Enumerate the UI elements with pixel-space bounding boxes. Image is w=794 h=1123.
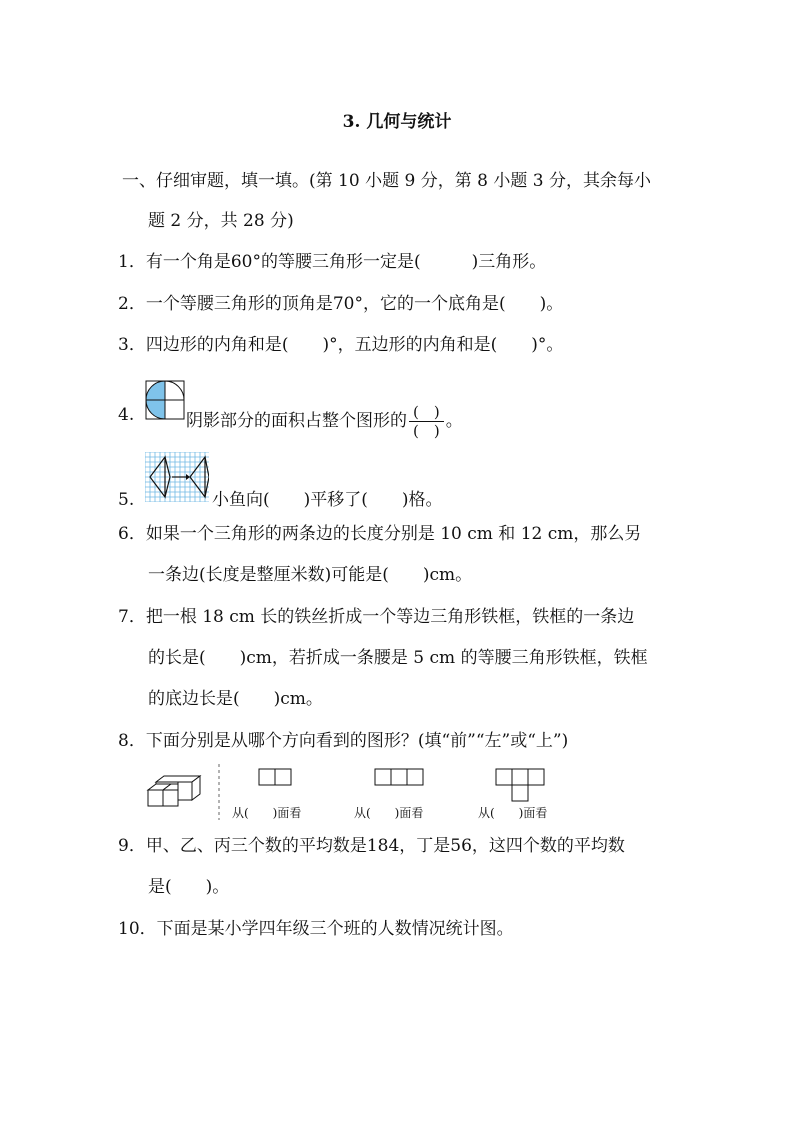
question-number: 6． <box>118 524 146 544</box>
fish-grid-icon <box>145 452 209 502</box>
question-text: 如果一个三角形的两条边的长度分别是 10 cm 和 12 cm，那么另 <box>145 524 642 544</box>
question-3 <box>118 334 563 356</box>
question-6-line2: 一条边(长度是整厘米数)可能是( )cm。 <box>148 565 473 585</box>
section-heading-line1: 一、仔细审题，填一填。(第 10 小题 9 分，第 8 小题 3 分，其余每小 <box>122 171 651 191</box>
question-5-text: 小鱼向( )平移了( )格。 <box>212 490 443 510</box>
question-6-line1 <box>118 523 641 545</box>
page-title: 3. 几何与统计 <box>342 112 452 132</box>
question-text: 阴影部分的面积占整个图形的 <box>186 411 407 431</box>
question-number: 8． <box>118 731 146 751</box>
question-text: 下面是某小学四年级三个班的人数情况统计图。 <box>156 919 514 939</box>
question-text: 甲、乙、丙三个数的平均数是184，丁是56，这四个数的平均数 <box>145 836 625 856</box>
view-label-2: 从( )面看 <box>354 806 424 820</box>
t-shape-view-icon <box>495 768 545 802</box>
question-number: 9． <box>118 836 146 856</box>
question-8 <box>118 730 568 752</box>
question-text: 四边形的内角和是( )°，五边形的内角和是( )°。 <box>145 335 564 355</box>
question-10 <box>118 918 514 940</box>
question-number: 2． <box>118 294 146 314</box>
question-4-number: 4. <box>118 405 135 425</box>
question-5-number: 5. <box>118 490 135 510</box>
question-7-line3: 的底边长是( )cm。 <box>148 689 323 709</box>
fraction-blank <box>409 403 444 440</box>
question-end: 。 <box>445 411 463 431</box>
question-text: 把一根 18 cm 长的铁丝折成一个等边三角形铁框，铁框的一条边 <box>145 607 635 627</box>
question-text: 一个等腰三角形的顶角是70°，它的一个底角是( )。 <box>145 294 564 314</box>
cube-stack-icon <box>144 772 206 812</box>
question-number: 1． <box>118 252 146 272</box>
quarter-circle-square-icon <box>145 380 185 420</box>
three-squares-view-icon <box>374 768 424 786</box>
question-1 <box>118 251 546 273</box>
section-heading-line2: 题 2 分，共 28 分) <box>148 211 294 231</box>
question-9-line1 <box>118 835 625 857</box>
fraction-numerator: ( ) <box>409 403 444 422</box>
question-9-line2: 是( )。 <box>148 877 230 897</box>
divider <box>218 764 220 820</box>
question-number: 10． <box>118 919 157 939</box>
question-2 <box>118 293 563 315</box>
question-number: 7． <box>118 607 146 627</box>
question-7-line2: 的长是( )cm，若折成一条腰是 5 cm 的等腰三角形铁框，铁框 <box>148 648 648 668</box>
question-7-line1 <box>118 606 634 628</box>
question-text: 有一个角是60°的等腰三角形一定是( )三角形。 <box>145 252 547 272</box>
fraction-denominator: ( ) <box>413 422 440 440</box>
view-label-1: 从( )面看 <box>232 806 302 820</box>
question-text: 下面分别是从哪个方向看到的图形？(填“前”“左”或“上”) <box>145 731 569 751</box>
question-4-text <box>186 403 463 440</box>
view-label-3: 从( )面看 <box>478 806 548 820</box>
two-squares-view-icon <box>258 768 292 786</box>
question-number: 3． <box>118 335 146 355</box>
